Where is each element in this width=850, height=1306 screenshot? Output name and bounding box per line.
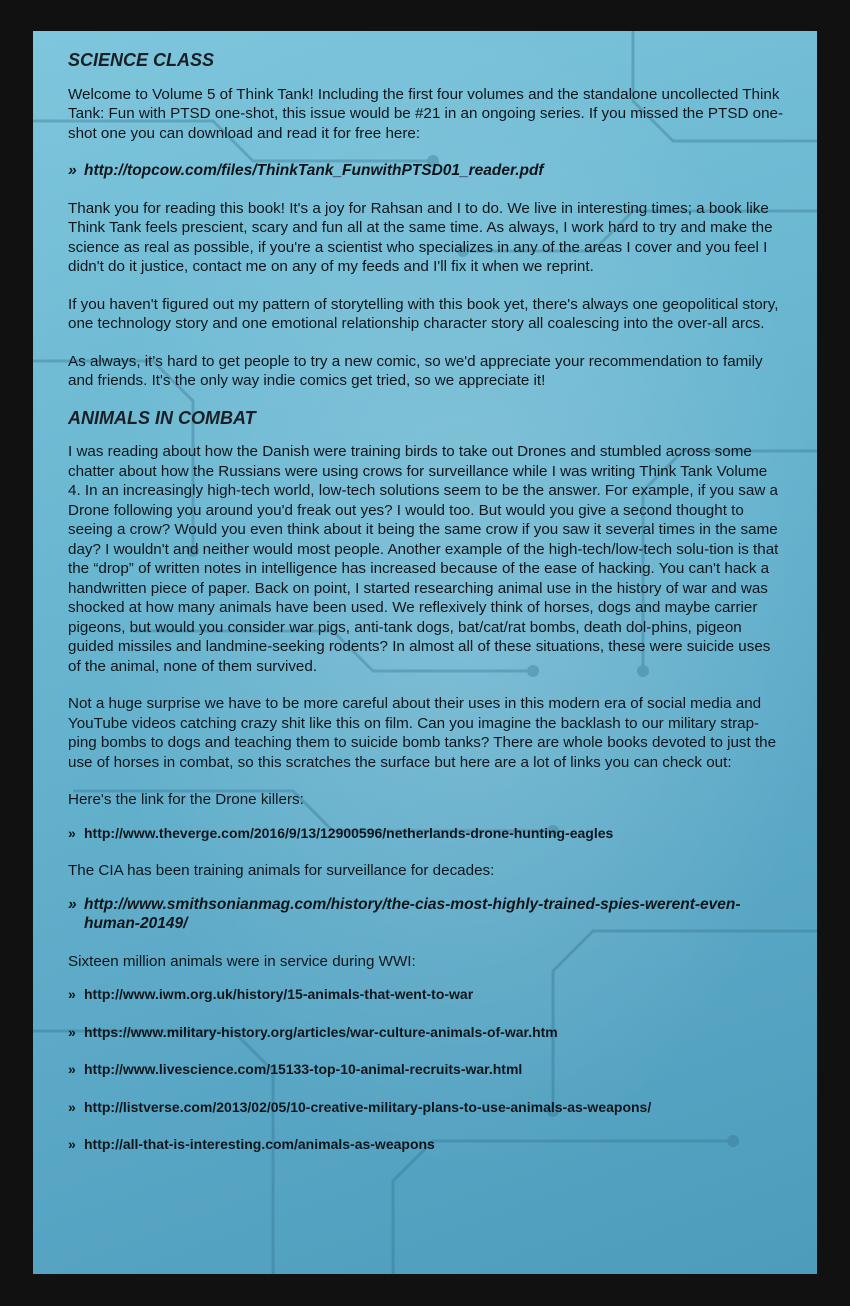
animals-paragraph-2: Not a huge surprise we have to be more careful about their uses in this modern era of social media and YouTube videos catching crazy shit like this on film. Can you imagine the backlash to our military strap-ping bombs to dogs and teaching them to suicide bomb tanks? There are whole books devoted to just the use of horses in combat, so this scratches the surface but here are a lot of links you can check out: — [68, 695, 777, 771]
ptsd-download-link[interactable]: http://topcow.com/files/ThinkTank_FunwithPTSD01_reader.pdf — [84, 162, 544, 179]
science-class-paragraph-2: Thank you for reading this book! It's a joy for Rahsan and I to do. We live in interesting times; a book like Think Tank feels prescient, scary and fun all at the same time. As always, I work hard to try and make the science as real as possible, if you're a scientist who specializes in any of the areas I cover and you feel I didn't do it justice, contact me on any of my feeds and I'll fix it when we reprint. — [68, 199, 773, 275]
cia-link[interactable]: http://www.smithsonianmag.com/history/the-cias-most-highly-trained-spies-werent-even-human-20149/ — [84, 895, 741, 932]
cia-link-row[interactable] — [68, 895, 784, 934]
page-panel — [33, 31, 817, 1274]
wwi-link-row[interactable] — [68, 1098, 784, 1118]
wwi-link-row[interactable] — [68, 1135, 784, 1155]
heading-animals-in-combat: ANIMALS IN COMBAT — [68, 407, 256, 428]
drone-link[interactable]: http://www.theverge.com/2016/9/13/12900596/netherlands-drone-hunting-eagles — [84, 824, 614, 841]
bullet-icon: » — [68, 1023, 76, 1040]
wwi-intro: Sixteen million animals were in service during WWI: — [68, 952, 416, 970]
drone-link-row[interactable] — [68, 824, 784, 844]
heading-science-class: SCIENCE CLASS — [68, 50, 215, 70]
wwi-link-row[interactable] — [68, 1023, 784, 1043]
bullet-icon: » — [68, 1098, 76, 1115]
wwi-link-row[interactable] — [68, 1060, 784, 1080]
bullet-icon: » — [68, 1061, 76, 1077]
wwi-link-5[interactable]: http://all-that-is-interesting.com/animals-as-weapons — [84, 1136, 435, 1152]
wwi-link-1[interactable]: http://www.iwm.org.uk/history/15-animals-that-went-to-war — [84, 986, 474, 1002]
science-class-paragraph-4: As always, it's hard to get people to try a new comic, so we'd appreciate your recommendation to family and friends. It's the only way indie comics get tried, so we appreciate it! — [68, 352, 763, 389]
bullet-icon: » — [68, 1136, 76, 1152]
bullet-icon: » — [68, 162, 77, 179]
article-content — [68, 45, 784, 1173]
wwi-link-3[interactable]: http://www.livescience.com/15133-top-10-animal-recruits-war.html — [84, 1061, 523, 1077]
ptsd-link-row[interactable] — [68, 161, 784, 181]
wwi-link-row[interactable] — [68, 985, 784, 1005]
wwi-link-4[interactable]: http://listverse.com/2013/02/05/10-creative-military-plans-to-use-animals-as-weapons/ — [84, 1098, 652, 1115]
bullet-icon: » — [68, 824, 76, 841]
animals-paragraph-1: I was reading about how the Danish were training birds to take out Drones and stumbled across some chatter about how the Russians were using crows for surveillance while I was writing Think Tank Volume 4. In an increasingly high-tech world, low-tech solutions seem to be the answer. For example, if you saw a Drone following you around you'd freak out yes? I would too. But would you give a second thought to seeing a crow? Would you even think about it being the same crow if you saw it several times in the same day? I wouldn't and neither would most people. Another example of the high-tech/low-tech solu-tion is that the “drop” of written notes in intelligence has increased because of the ease of hacking. You can't hack a handwritten piece of paper. Back on point, I started researching animal use in the history of war and was shocked at how many animals have been used. We reflexively think of horses, dogs and maybe carrier pigeons, but would you consider war pigs, anti-tank dogs, bat/cat/rat bombs, death dol-phins, pigeon guided missiles and landmine-seeking rodents? In almost all of these situations, these were suicide uses of the animal, none of them survived. — [68, 443, 779, 675]
science-class-paragraph-3: If you haven't figured out my pattern of storytelling with this book yet, there's always one geopolitical story, one technology story and one emotional relationship character story all coalescing into the over-all arcs. — [68, 295, 779, 332]
cia-intro: The CIA has been training animals for surveillance for decades: — [68, 862, 495, 879]
drone-intro: Here's the link for the Drone killers: — [68, 791, 304, 808]
bullet-icon: » — [68, 986, 76, 1002]
wwi-link-2[interactable]: https://www.military-history.org/articles/war-culture-animals-of-war.htm — [84, 1023, 558, 1040]
bullet-icon: » — [68, 895, 77, 913]
science-class-paragraph-1: Welcome to Volume 5 of Think Tank! Including the first four volumes and the standalone uncollected Think Tank: Fun with PTSD one-shot, this issue would be #21 in an ongoing series. If you missed the PTSD one-shot one you can download and read it for free here: — [68, 85, 784, 142]
